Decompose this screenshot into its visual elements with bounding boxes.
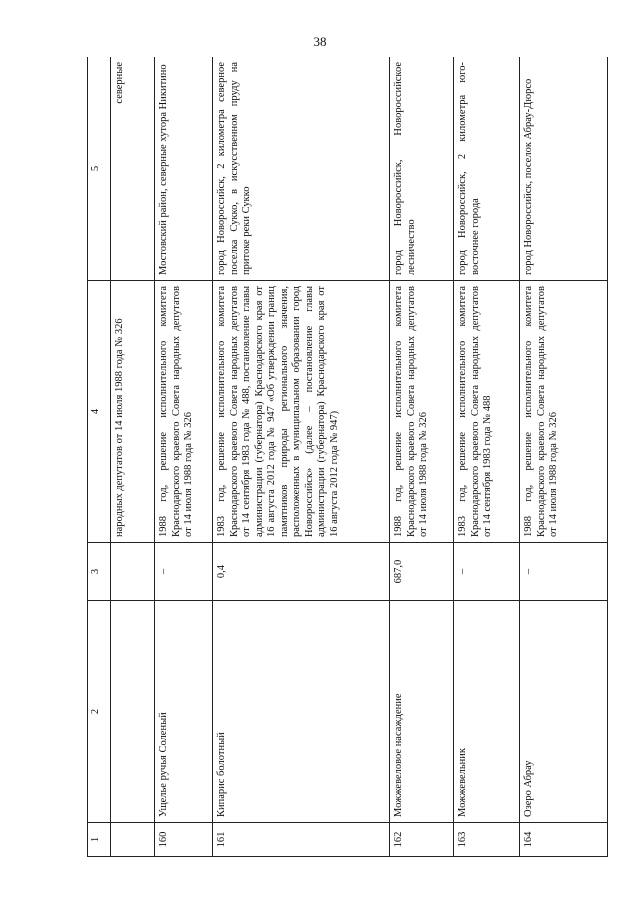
row-number: 162 <box>390 823 454 857</box>
decision-cell: народных депутатов от 14 июля 1988 года № 326 <box>111 281 155 543</box>
row-number: 161 <box>213 823 390 857</box>
natural-monuments-table <box>87 57 608 857</box>
decision-cell: 1988 год, решение исполнительного комитета Краснодарского краевого Совета народных депутатов от 14 июля 1988 года № 326 <box>390 281 454 543</box>
decision-cell: 1988 год, решение исполнительного комитета Краснодарского краевого Совета народных депутатов от 14 июля 1988 года № 326 <box>520 281 608 543</box>
area-cell: – <box>520 543 608 601</box>
area-cell: 0,4 <box>213 543 390 601</box>
monument-name: Кипарис болотный <box>213 601 390 823</box>
row-number: 160 <box>155 823 213 857</box>
row-number: 163 <box>454 823 520 857</box>
column-header: 4 <box>88 281 111 543</box>
monument-name: Озеро Абрау <box>520 601 608 823</box>
location-cell: северные <box>111 57 155 281</box>
location-cell: Мостовский район, северные хутора Никитино <box>155 57 213 281</box>
location-cell: город Новороссийск, Новороссийское лесничество <box>390 57 454 281</box>
column-header: 3 <box>88 543 111 601</box>
decision-cell: 1983 год, решение исполнительного комитета Краснодарского краевого Совета народных депутатов от 14 сентября 1983 года № 488, постановление главы администрации (губернатора) Краснодарского края от 16 августа 2012 года № 947 «Об утверждении границ памятников природы регионального значения, расположенных в муниципальном образовании город Новороссийск» (далее – постановление главы администрации (губернатора) Краснодарского края от 16 августа 2012 года № 947) <box>213 281 390 543</box>
monument-name: Можжевельник <box>454 601 520 823</box>
row-number: 164 <box>520 823 608 857</box>
table-row <box>213 57 390 857</box>
document-table-area <box>87 57 608 857</box>
column-header: 2 <box>88 601 111 823</box>
monument-name: Ущелье ручья Соленый <box>155 601 213 823</box>
column-number-row <box>88 57 111 857</box>
table-row <box>390 57 454 857</box>
area-cell: – <box>454 543 520 601</box>
page-number: 38 <box>313 34 327 49</box>
location-cell: город Новороссийск, 2 километра северное поселка Сукко, в искусственном пруду на притоке реки Сукко <box>213 57 390 281</box>
area-cell: – <box>155 543 213 601</box>
decision-cell: 1988 год, решение исполнительного комитета Краснодарского краевого Совета народных депутатов от 14 июля 1988 года № 326 <box>155 281 213 543</box>
table-row <box>454 57 520 857</box>
table-row <box>520 57 608 857</box>
location-cell: город Новороссийск, поселок Абрау-Дюрсо <box>520 57 608 281</box>
location-cell: город Новороссийск, 2 километра юго-восточнее города <box>454 57 520 281</box>
decision-cell: 1983 год, решение исполнительного комитета Краснодарского краевого Совета народных депутатов от 14 сентября 1983 года № 488 <box>454 281 520 543</box>
continuation-row <box>111 57 155 857</box>
column-header: 5 <box>88 57 111 281</box>
table-row <box>155 57 213 857</box>
monument-name: Можжевеловое насаждение <box>390 601 454 823</box>
column-header: 1 <box>88 823 111 857</box>
area-cell: 687,0 <box>390 543 454 601</box>
